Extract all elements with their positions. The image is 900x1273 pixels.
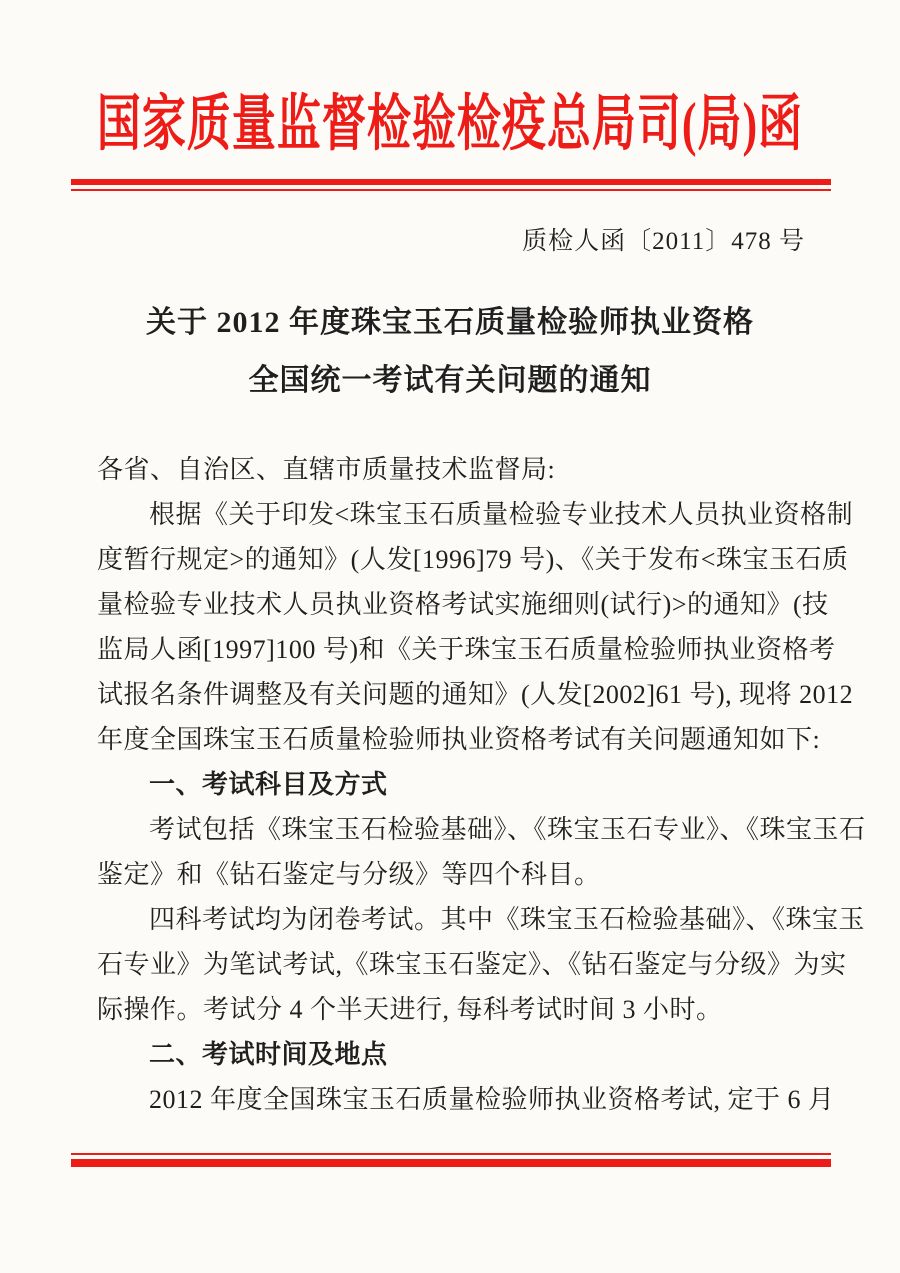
body-line: 鉴定》和《钻石鉴定与分级》等四个科目。 [97,860,601,889]
body-line: 2012 年度全国珠宝玉石质量检验师执业资格考试, 定于 6 月 [149,1085,835,1114]
document-reference-number: 质检人函〔2011〕478 号 [522,228,805,255]
body-line: 四科考试均为闭卷考试。其中《珠宝玉石检验基础》、《珠宝玉 [149,905,866,934]
body-line: 试报名条件调整及有关问题的通知》(人发[2002]61 号), 现将 2012 [97,680,854,709]
body-line: 量检验专业技术人员执业资格考试实施细则(试行)>的通知》(技 [97,590,829,619]
rule-thin-bar [71,189,831,191]
letterhead-double-rule [71,179,831,191]
body-line-salutation: 各省、自治区、直辖市质量技术监督局: [97,455,556,484]
footer-double-rule [71,1153,831,1167]
body-line: 石专业》为笔试考试,《珠宝玉石鉴定》、《钻石鉴定与分级》为实 [97,950,847,979]
letterhead-agency-title: 国家质量监督检验检疫总局司(局)函 [96,90,804,158]
body-line: 际操作。考试分 4 个半天进行, 每科考试时间 3 小时。 [97,995,723,1024]
body-line: 年度全国珠宝玉石质量检验师执业资格考试有关问题通知如下: [97,725,821,754]
body-section-heading-2: 二、考试时间及地点 [149,1040,388,1069]
body-line: 监局人函[1997]100 号)和《关于珠宝玉石质量检验师执业资格考 [97,635,836,664]
document-body [97,447,866,1122]
body-line: 度暂行规定>的通知》(人发[1996]79 号)、《关于发布<珠宝玉石质 [97,545,849,574]
body-line: 考试包括《珠宝玉石检验基础》、《珠宝玉石专业》、《珠宝玉石 [149,815,866,844]
body-line: 根据《关于印发<珠宝玉石质量检验专业技术人员执业资格制 [149,500,854,529]
body-section-heading-1: 一、考试科目及方式 [149,770,388,799]
rule-thick-bar [71,1159,831,1167]
document-title-line-1: 关于 2012 年度珠宝玉石质量检验师执业资格 [146,306,754,339]
document-title-line-2: 全国统一考试有关问题的通知 [248,364,652,397]
document-title [0,294,900,410]
